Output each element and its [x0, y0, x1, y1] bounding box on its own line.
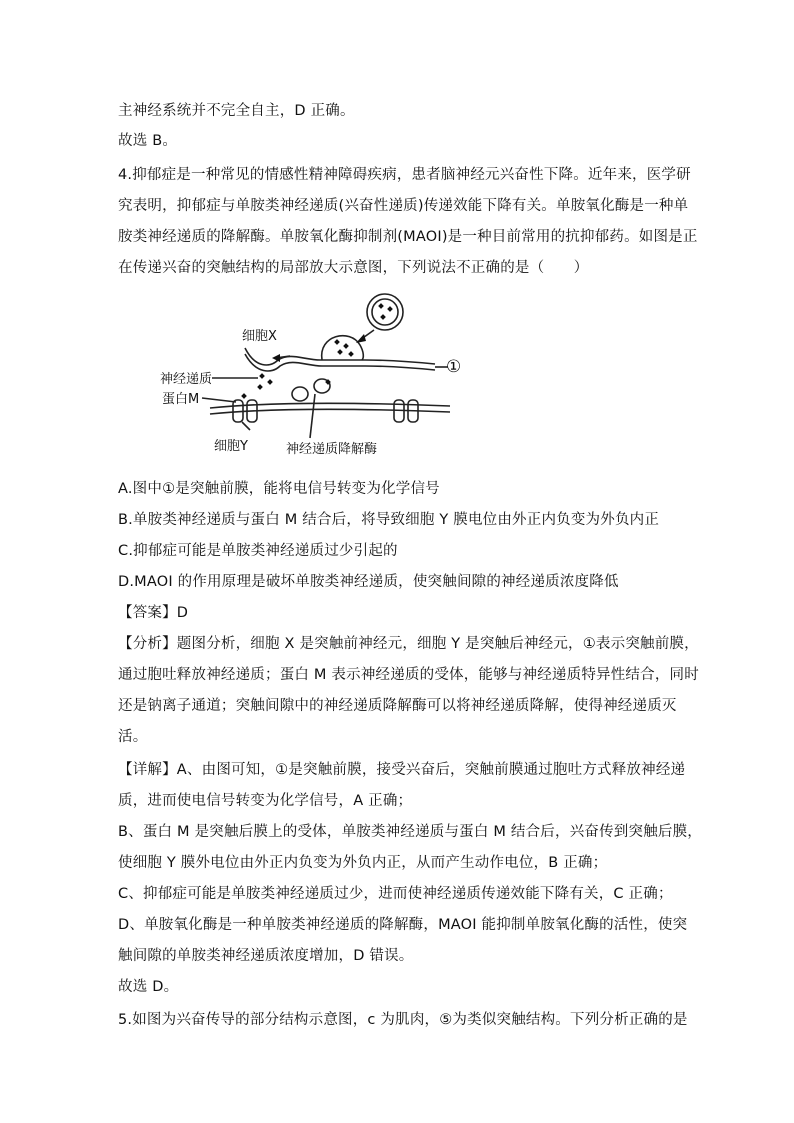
analysis-line: 【分析】题图分析，细胞 X 是突触前神经元，细胞 Y 是突触后神经元，①表示突触前膜， [118, 636, 699, 652]
detail-line: 触间隙的单胺类神经递质浓度增加，D 错误。 [118, 948, 414, 964]
analysis-line: 活。 [118, 729, 148, 745]
text-line: 主神经系统并不完全自主，D 正确。 [118, 103, 355, 119]
detail-line: 故选 D。 [118, 979, 179, 995]
question-4-line: 胺类神经递质的降解酶。单胺氧化酶抑制剂(MAOI)是一种目前常用的抗抑郁药。如图是正 [118, 229, 698, 245]
label-cell-x: 细胞X [242, 329, 277, 344]
postsynaptic-membrane-inner [210, 409, 450, 414]
analysis-line: 还是钠离子通道；突触间隙中的神经递质降解酶可以将神经递质降解，使得神经递质灭 [118, 698, 677, 714]
degrading-enzyme-1 [292, 387, 308, 401]
question-4-line: 在传递兴奋的突触结构的局部放大示意图，下列说法不正确的是（ ） [118, 260, 589, 276]
analysis-line: 通过胞吐释放神经递质；蛋白 M 表示神经递质的受体，能够与神经递质特异性结合，同时 [118, 667, 699, 683]
answer-line: 【答案】D [118, 605, 189, 621]
fusing-vesicle [322, 336, 364, 360]
label-cell-y: 细胞Y [214, 439, 248, 454]
text-line: 故选 B。 [118, 133, 178, 149]
option-c: C.抑郁症可能是单胺类神经递质过少引起的 [118, 543, 398, 559]
option-b: B.单胺类神经递质与蛋白 M 结合后，将导致细胞 Y 膜电位由外正内负变为外负内正 [118, 512, 660, 528]
option-a: A.图中①是突触前膜，能将电信号转变为化学信号 [118, 481, 440, 497]
question-4-line: 4.抑郁症是一种常见的情感性精神障碍疾病，患者脑神经元兴奋性下降。近年来，医学研 [118, 167, 691, 183]
detail-line: 使细胞 Y 膜外电位由外正内负变为外负内正，从而产生动作电位，B 正确； [118, 855, 608, 871]
question-5-line: 5.如图为兴奋传导的部分结构示意图，c 为肌肉，⑤为类似突触结构。下列分析正确的是 [118, 1012, 688, 1028]
detail-line: B、蛋白 M 是突触后膜上的受体，单胺类神经递质与蛋白 M 结合后，兴奋传到突触后膜， [118, 824, 703, 840]
detail-line: C、抑郁症可能是单胺类神经递质过少，进而使神经递质传递效能下降有关，C 正确； [118, 886, 673, 902]
detail-line: D、单胺氧化酶是一种单胺类神经递质的降解酶，MAOI 能抑制单胺氧化酶的活性，使突 [118, 917, 688, 933]
synapse-diagram [150, 290, 480, 460]
postsynaptic-membrane-outer [210, 403, 450, 408]
label-transmitter: 神经递质 [160, 372, 213, 387]
label-circle-1: ① [446, 357, 462, 377]
detail-line: 质，进而使电信号转变为化学信号，A 正确； [118, 793, 413, 809]
detail-line: 【详解】A、由图可知，①是突触前膜，接受兴奋后，突触前膜通过胞吐方式释放神经递 [118, 762, 686, 778]
label-enzyme: 神经递质降解酶 [286, 442, 378, 457]
option-d: D.MAOI 的作用原理是破坏单胺类神经递质，使突触间隙的神经递质浓度降低 [118, 574, 619, 590]
label-protein-m: 蛋白M [162, 392, 200, 407]
question-4-line: 究表明，抑郁症与单胺类神经递质(兴奋性递质)传递效能下降有关。单胺氧化酶是一种单 [118, 198, 689, 214]
